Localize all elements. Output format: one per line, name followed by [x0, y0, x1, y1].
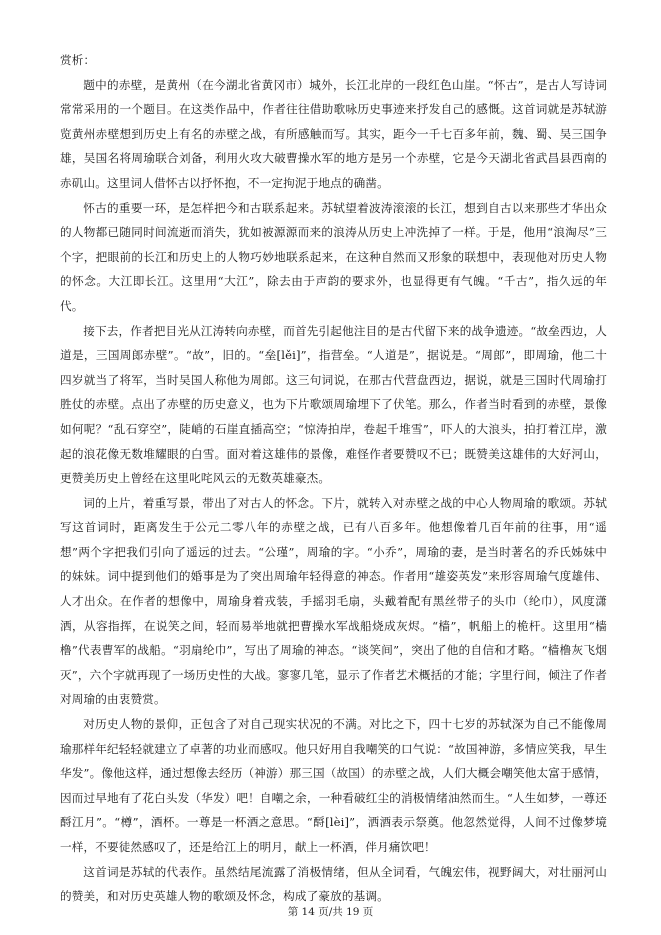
paragraph-6: 这首词是苏轼的代表作。虽然结尾流露了消极情绪，但从全词看，气魄宏伟，视野阔大，对壮丽河山的赞美，和对历史英雄人物的歌颂及怀念，构成了豪放的基调。 [60, 864, 607, 904]
paragraph-4: 词的上片，着重写景，带出了对古人的怀念。下片，就转入对赤壁之战的中心人物周瑜的歌颂。苏轼写这首词时，距离发生于公元二零八年的赤壁之战，已有八百多年。他想像着几百年前的往事，用“遥想”两个字把我们引向了遥远的过去。“公瑾”，周瑜的字。“小乔”，周瑜的妻，是当时著名的乔氏姊妹中的妹妹。词中提到他们的婚事是为了突出周瑜年轻得意的神态。作者用“雄姿英发”来形容周瑜气度雄伟、人才出众。在作者的想像中，周瑜身着戎装，手摇羽毛扇，头戴着配有黑丝带子的头巾（纶巾），风度潇洒，从容指挥，在说笑之间，轻而易举地就把曹操水军战船烧成灰烬。“樯”，帆船上的桅杆。这里用“樯橹”代表曹军的战船。“羽扇纶巾”，写出了周瑜的神态。“谈笑间”，突出了他的自信和才略。“樯橹灰飞烟灭”，六个字就再现了一场历史性的大战。寥寥几笔，显示了作者艺术概括的才能；字里行间，倾注了作者对周瑜的由衷赞赏。 [60, 495, 607, 707]
page-number-footer: 第 14 页/共 19 页 [287, 906, 374, 918]
article-body [60, 48, 607, 909]
paragraph-5: 对历史人物的景仰，正包含了对自己现实状况的不满。对比之下，四十七岁的苏轼深为自己不能像周瑜那样年纪轻轻就建立了卓著的功业而感叹。他只好用自我嘲笑的口气说：“故国神游，多情应笑我，早生华发”。像他这样，通过想像去经历（神游）那三国（故国）的赤壁之战，人们大概会嘲笑他太富于感情，因而过早地有了花白头发（华发）吧！自嘲之余，一种看破红尘的消极情绪油然而生。“人生如梦，一尊还酹江月”。“樽”，酒杯。一尊是一杯酒之意思。“酹[lèi]”，洒酒表示祭奠。他忽然觉得，人间不过像梦境一样，不要徒然感叹了，还是给江上的明月，献上一杯酒，伴月痛饮吧！ [60, 717, 607, 854]
section-label: 赏析： [60, 53, 96, 67]
paragraph-2: 怀古的重要一环，是怎样把今和古联系起来。苏轼望着波涛滚滚的长江，想到自古以来那些才华出众的人物都已随同时间流逝而消失，犹如被源源而来的浪涛从历史上冲洗掉了一样。于是，他用“浪淘尽”三个字，把眼前的长江和历史上的人物巧妙地联系起来，在这种自然而又形象的联想中，表现他对历史人物的怀念。大江即长江。这里用“大江”，除去由于声韵的要求外，也显得更有气魄。“千古”，指久远的年代。 [60, 200, 607, 313]
paragraph-3: 接下去，作者把目光从江涛转向赤壁，而首先引起他注目的是古代留下来的战争遗迹。“故垒西边，人道是，三国周郎赤壁”。“故”，旧的。“垒[lěi]”，指营垒。“人道是”，据说是。“周郎”，即周瑜，他二十四岁就当了将军，当时吴国人称他为周郎。这三句词说，在那古代营盘西边，据说，就是三国时代周瑜打胜仗的赤壁。点出了赤壁的历史意义，也为下片歌颂周瑜埋下了伏笔。那么，作者当时看到的赤壁，景像如何呢？“乱石穿空”，陡峭的石崖直插高空；“惊涛拍岸，卷起千堆雪”，吓人的大浪头，拍打着江岸，激起的浪花像无数堆耀眼的白雪。面对着这雄伟的景像，难怪作者要赞叹不已；既赞美这雄伟的大好河山，更赞美历史上曾经在这里叱咤风云的无数英雄豪杰。 [60, 323, 607, 486]
paragraph-1: 题中的赤壁，是黄州（在今湖北省黄冈市）城外，长江北岸的一段红色山崖。“怀古”，是古人写诗词常常采用的一个题目。在这类作品中，作者往往借助歌咏历史事迹来抒发自己的感慨。这首词就是苏轼游览黄州赤壁想到历史上有名的赤壁之战，有所感触而写。其实，距今一千七百多年前，魏、蜀、吴三国争雄，吴国名将周瑜联合刘备，利用火攻大破曹操水军的地方是另一个赤壁，它是今天湖北省武昌县西南的赤矶山。这里词人借怀古以抒怀抱，不一定拘泥于地点的确凿。 [60, 77, 607, 190]
